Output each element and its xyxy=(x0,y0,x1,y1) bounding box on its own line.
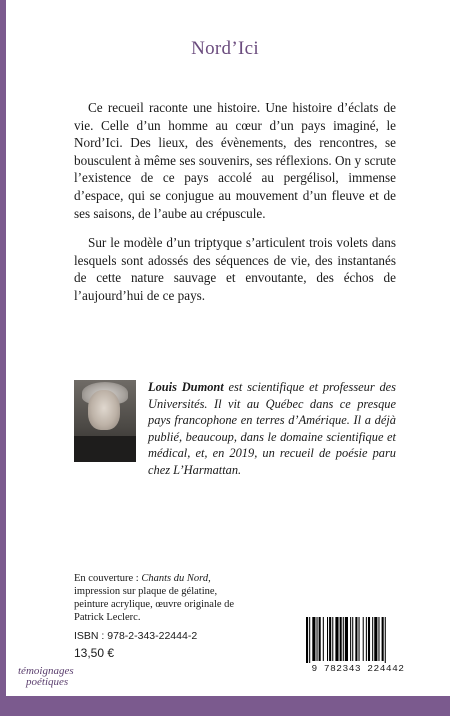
isbn: ISBN : 978-2-343-22444-2 xyxy=(74,630,198,642)
barcode-digits: 9 782343 224442 xyxy=(300,663,416,674)
author-name: Louis Dumont xyxy=(148,380,224,394)
cover-credit xyxy=(74,572,244,624)
collection-line-2: poétiques xyxy=(26,676,69,688)
collection-logo xyxy=(18,666,74,688)
barcode-bars xyxy=(300,617,416,665)
left-accent-rule xyxy=(0,0,6,696)
author-bio xyxy=(148,379,396,479)
cover-credit-rest: , impression sur plaque de gélatine, peinture acrylique, œuvre originale de Patrick Leclerc. xyxy=(74,573,235,623)
cover-credit-prefix: En couverture : xyxy=(74,573,142,584)
bottom-accent-band xyxy=(0,696,450,716)
author-photo xyxy=(74,380,136,462)
author-bio-text: est scientifique et professeur des Universités. Il vit au Québec dans ce presque pays francophone en terres d’Amérique. Il a déjà publié, beaucoup, dans le domaine scientifique et médical, et, en 2019, un recueil de poésie paru chez L’Harmattan. xyxy=(148,380,397,477)
summary-paragraph-2: Sur le modèle d’un triptyque s’articulent trois volets dans lesquels sont adossés des séquences de vie, des instantanés de cette nature sauvage et envoutante, des échos de l’aujourd’hui de ce pays. xyxy=(74,235,396,303)
summary-paragraph-1: Ce recueil raconte une histoire. Une histoire d’éclats de vie. Celle d’un homme au cœur d’un pays imaginé, le Nord’Ici. Des lieux, des évènements, des rencontres, se bousculent à même ses souvenirs, ses réflexions. On y scrute l’existence de ce pays accolé au pergélisol, immense d’espace, qui se conjugue au mouvement d’un fleuve et de ses saisons, de l’aube au crépuscule. xyxy=(74,100,396,221)
book-title: Nord’Ici xyxy=(191,38,259,59)
collection-line-1: témoignages xyxy=(18,665,74,677)
cover-credit-work: Chants du Nord xyxy=(141,573,209,584)
price: 13,50 € xyxy=(74,646,115,660)
